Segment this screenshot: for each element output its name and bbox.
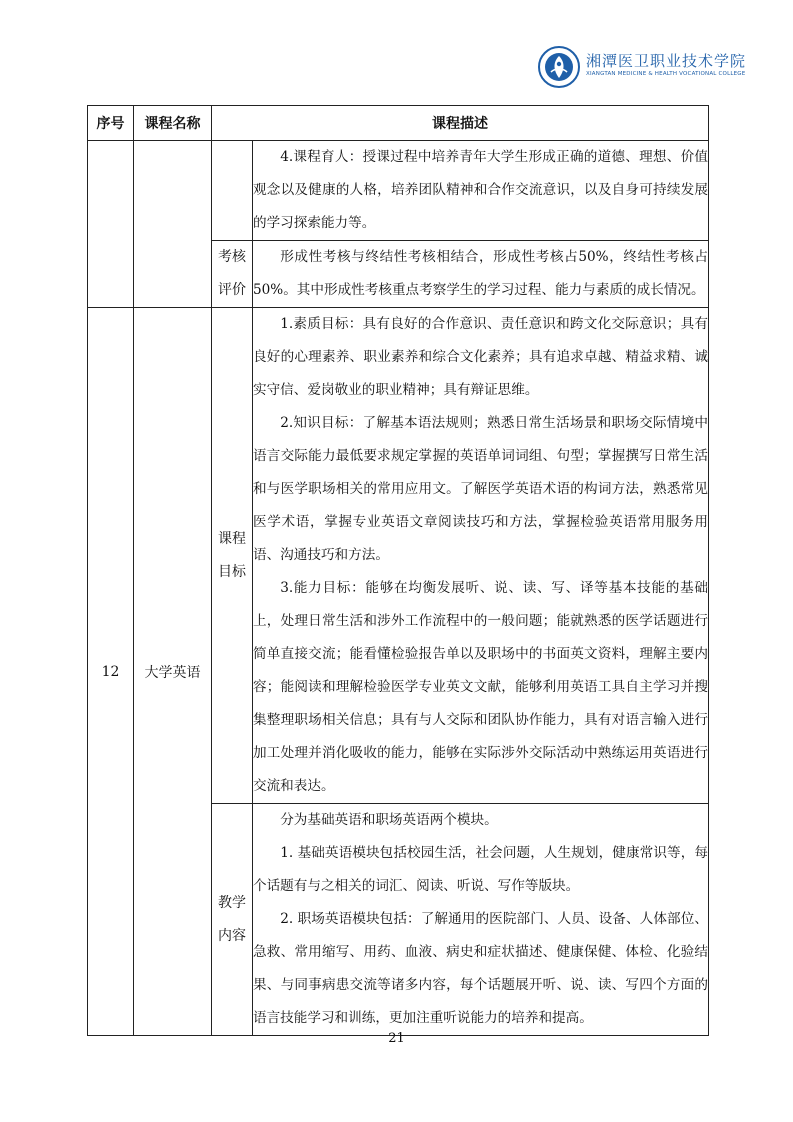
- content-description-cell: [253, 804, 709, 1036]
- table-row: [88, 308, 709, 804]
- college-logo: [538, 46, 747, 90]
- knowledge-goal-paragraph: 2.知识目标：了解基本语法规则；熟悉日常生活场景和职场交际情境中语言交际能力最低要求规定掌握的英语单词词组、句型；掌握撰写日常生活和与医学职场相关的常用应用文。了解医学英语术语的构词方法，熟悉常见医学术语，掌握专业英语文章阅读技巧和方法，掌握检验英语常用服务用语、沟通技巧和方法。: [253, 415, 708, 563]
- logo-english-name: XIANGTAN MEDICINE & HEALTH VOCATIONAL COLLEGE: [586, 71, 746, 77]
- quality-goal-paragraph: 1.素质目标：具有良好的合作意识、责任意识和跨文化交际意识；具有良好的心理素养、职业素养和综合文化素养；具有追求卓越、精益求精、诚实守信、爱岗敬业的职业精神；具有辩证思维。: [253, 316, 708, 398]
- course-education-paragraph: 4.课程育人：授课过程中培养青年大学生形成正确的道德、理想、价值观念以及健康的人格，培养团队精神和合作交流意识，以及自身可持续发展的学习探索能力等。: [253, 149, 708, 231]
- course-table: [87, 105, 709, 1036]
- assessment-label: 考核评价: [212, 241, 253, 308]
- college-seal-icon: [538, 46, 580, 88]
- ability-goal-paragraph: 3.能力目标：能够在均衡发展听、说、读、写、译等基本技能的基础上，处理日常生活和涉外工作流程中的一般问题；能就熟悉的医学话题进行简单直接交流；能看懂检验报告单以及职场中的书面英文资料，理解主要内容；能阅读和理解检验医学专业英文文献，能够利用英语工具自主学习并搜集整理职场相关信息；具有与人交际和团队协作能力，具有对语言输入进行加工处理并消化吸收的能力，能够在实际涉外交际活动中熟练运用英语进行交流和表达。: [253, 580, 708, 794]
- prev-subcategory-cell: [212, 141, 253, 241]
- prev-number-cell: [88, 141, 134, 308]
- workplace-english-paragraph: 2. 职场英语模块包括：了解通用的医院部门、人员、设备、人体部位、急救、常用缩写、用药、血液、病史和症状描述、健康保健、体检、化验结果、与同事病患交流等诸多内容，每个话题展开听、说、读、写四个方面的语言技能学习和训练，更加注重听说能力的培养和提高。: [253, 911, 708, 1026]
- header-course-name: 课程名称: [134, 106, 212, 141]
- logo-name: 湘潭医卫职业技术学院: [586, 52, 747, 70]
- goals-label: 课程目标: [212, 308, 253, 804]
- table-row: [88, 141, 709, 241]
- content-label: 教学内容: [212, 804, 253, 1036]
- prev-description-cell: [253, 141, 709, 241]
- course-name: 大学英语: [134, 308, 212, 1036]
- header-course-description: 课程描述: [212, 106, 709, 141]
- page-number: 21: [388, 1031, 405, 1046]
- header-number: 序号: [88, 106, 134, 141]
- course-number: 12: [88, 308, 134, 1036]
- goals-description-cell: [253, 308, 709, 804]
- content-intro-paragraph: 分为基础英语和职场英语两个模块。: [280, 812, 498, 828]
- basic-english-paragraph: 1. 基础英语模块包括校园生活，社会问题，人生规划，健康常识等，每个话题有与之相关的词汇、阅读、听说、写作等版块。: [253, 845, 708, 894]
- table-header-row: [88, 106, 709, 141]
- assessment-paragraph: 形成性考核与终结性考核相结合，形成性考核占50%，终结性考核占50%。其中形成性考核重点考察学生的学习过程、能力与素质的成长情况。: [253, 249, 708, 298]
- prev-name-cell: [134, 141, 212, 308]
- assessment-description-cell: [253, 241, 709, 308]
